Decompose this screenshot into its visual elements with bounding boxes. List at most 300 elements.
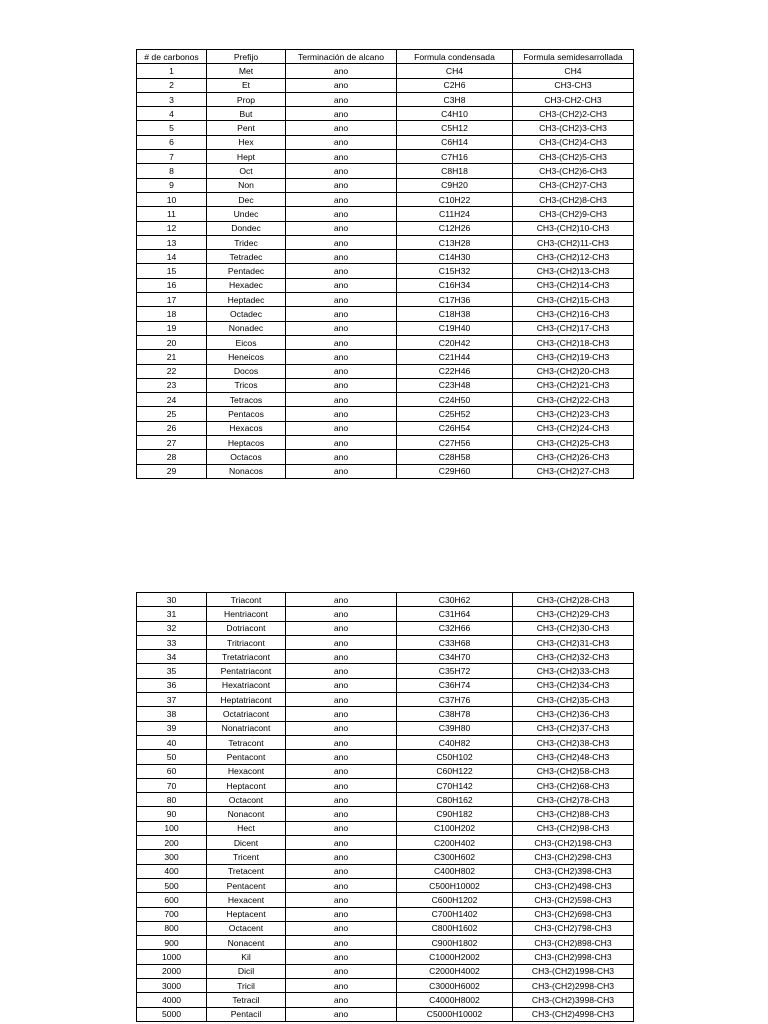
table-row bbox=[137, 907, 634, 921]
prefix-cell: Eicos bbox=[207, 335, 286, 349]
carbon-count-cell: 29 bbox=[137, 464, 207, 478]
condensed-formula-cell: C600H1202 bbox=[397, 893, 513, 907]
table-row bbox=[137, 407, 634, 421]
table-row bbox=[137, 750, 634, 764]
carbon-count-cell: 15 bbox=[137, 264, 207, 278]
semi-developed-formula-cell: CH3-CH3 bbox=[513, 78, 634, 92]
prefix-cell: Dicil bbox=[207, 964, 286, 978]
condensed-formula-cell: C14H30 bbox=[397, 250, 513, 264]
semi-developed-formula-cell: CH3-(CH2)7-CH3 bbox=[513, 178, 634, 192]
condensed-formula-cell: C80H162 bbox=[397, 793, 513, 807]
ending-cell: ano bbox=[286, 664, 397, 678]
table-row bbox=[137, 207, 634, 221]
semi-developed-formula-cell: CH3-(CH2)38-CH3 bbox=[513, 735, 634, 749]
carbon-count-cell: 25 bbox=[137, 407, 207, 421]
condensed-formula-cell: C16H34 bbox=[397, 278, 513, 292]
prefix-cell: Nonacont bbox=[207, 807, 286, 821]
semi-developed-formula-cell: CH3-(CH2)898-CH3 bbox=[513, 936, 634, 950]
semi-developed-formula-cell: CH3-(CH2)20-CH3 bbox=[513, 364, 634, 378]
carbon-count-cell: 4000 bbox=[137, 993, 207, 1007]
carbon-count-cell: 13 bbox=[137, 235, 207, 249]
carbon-count-cell: 7 bbox=[137, 150, 207, 164]
table-row bbox=[137, 135, 634, 149]
prefix-cell: Heptacos bbox=[207, 436, 286, 450]
condensed-formula-cell: C30H62 bbox=[397, 593, 513, 607]
ending-cell: ano bbox=[286, 335, 397, 349]
table-row bbox=[137, 607, 634, 621]
condensed-formula-cell: C60H122 bbox=[397, 764, 513, 778]
prefix-cell: Nonatriacont bbox=[207, 721, 286, 735]
ending-cell: ano bbox=[286, 850, 397, 864]
carbon-count-cell: 10 bbox=[137, 192, 207, 206]
semi-developed-formula-cell: CH3-(CH2)17-CH3 bbox=[513, 321, 634, 335]
carbon-count-cell: 21 bbox=[137, 350, 207, 364]
condensed-formula-cell: C2000H4002 bbox=[397, 964, 513, 978]
semi-developed-formula-cell: CH3-(CH2)998-CH3 bbox=[513, 950, 634, 964]
semi-developed-formula-cell: CH3-(CH2)298-CH3 bbox=[513, 850, 634, 864]
ending-cell: ano bbox=[286, 607, 397, 621]
carbon-count-cell: 80 bbox=[137, 793, 207, 807]
carbon-count-cell: 16 bbox=[137, 278, 207, 292]
ending-cell: ano bbox=[286, 979, 397, 993]
carbon-count-cell: 27 bbox=[137, 436, 207, 450]
table-row bbox=[137, 121, 634, 135]
carbon-count-cell: 900 bbox=[137, 936, 207, 950]
semi-developed-formula-cell: CH3-(CH2)28-CH3 bbox=[513, 593, 634, 607]
condensed-formula-cell: C70H142 bbox=[397, 778, 513, 792]
prefix-cell: Pent bbox=[207, 121, 286, 135]
prefix-cell: Tricil bbox=[207, 979, 286, 993]
carbon-count-cell: 30 bbox=[137, 593, 207, 607]
table-row bbox=[137, 221, 634, 235]
prefix-cell: Nonacent bbox=[207, 936, 286, 950]
condensed-formula-cell: C27H56 bbox=[397, 436, 513, 450]
semi-developed-formula-cell: CH3-(CH2)98-CH3 bbox=[513, 821, 634, 835]
table-row bbox=[137, 964, 634, 978]
table-row bbox=[137, 707, 634, 721]
table-row bbox=[137, 293, 634, 307]
semi-developed-formula-cell: CH3-(CH2)37-CH3 bbox=[513, 721, 634, 735]
prefix-cell: Tritriacont bbox=[207, 635, 286, 649]
prefix-cell: Tretatriacont bbox=[207, 650, 286, 664]
prefix-cell: Undec bbox=[207, 207, 286, 221]
semi-developed-formula-cell: CH3-(CH2)88-CH3 bbox=[513, 807, 634, 821]
semi-developed-formula-cell: CH3-(CH2)68-CH3 bbox=[513, 778, 634, 792]
condensed-formula-cell: C3000H6002 bbox=[397, 979, 513, 993]
prefix-cell: Tridec bbox=[207, 235, 286, 249]
semi-developed-formula-cell: CH3-(CH2)33-CH3 bbox=[513, 664, 634, 678]
prefix-cell: Octatriacont bbox=[207, 707, 286, 721]
semi-developed-formula-cell: CH3-(CH2)15-CH3 bbox=[513, 293, 634, 307]
carbon-count-cell: 39 bbox=[137, 721, 207, 735]
semi-developed-formula-cell: CH3-(CH2)23-CH3 bbox=[513, 407, 634, 421]
prefix-cell: Nonadec bbox=[207, 321, 286, 335]
prefix-cell: Octadec bbox=[207, 307, 286, 321]
carbon-count-cell: 1000 bbox=[137, 950, 207, 964]
ending-cell: ano bbox=[286, 678, 397, 692]
semi-developed-formula-cell: CH3-(CH2)2-CH3 bbox=[513, 107, 634, 121]
carbon-count-cell: 3000 bbox=[137, 979, 207, 993]
condensed-formula-cell: C7H16 bbox=[397, 150, 513, 164]
condensed-formula-cell: C6H14 bbox=[397, 135, 513, 149]
ending-cell: ano bbox=[286, 121, 397, 135]
carbon-count-cell: 800 bbox=[137, 921, 207, 935]
header-ending: Terminación de alcano bbox=[286, 50, 397, 64]
semi-developed-formula-cell: CH3-(CH2)30-CH3 bbox=[513, 621, 634, 635]
condensed-formula-cell: C34H70 bbox=[397, 650, 513, 664]
condensed-formula-cell: C500H10002 bbox=[397, 878, 513, 892]
table-row bbox=[137, 278, 634, 292]
table-row bbox=[137, 450, 634, 464]
ending-cell: ano bbox=[286, 150, 397, 164]
semi-developed-formula-cell: CH3-(CH2)25-CH3 bbox=[513, 436, 634, 450]
carbon-count-cell: 11 bbox=[137, 207, 207, 221]
prefix-cell: Hept bbox=[207, 150, 286, 164]
prefix-cell: Oct bbox=[207, 164, 286, 178]
semi-developed-formula-cell: CH3-CH2-CH3 bbox=[513, 92, 634, 106]
semi-developed-formula-cell: CH3-(CH2)3998-CH3 bbox=[513, 993, 634, 1007]
table-row bbox=[137, 621, 634, 635]
ending-cell: ano bbox=[286, 836, 397, 850]
ending-cell: ano bbox=[286, 921, 397, 935]
prefix-cell: Tetracont bbox=[207, 735, 286, 749]
semi-developed-formula-cell: CH3-(CH2)498-CH3 bbox=[513, 878, 634, 892]
table-row bbox=[137, 593, 634, 607]
ending-cell: ano bbox=[286, 64, 397, 78]
carbon-count-cell: 6 bbox=[137, 135, 207, 149]
semi-developed-formula-cell: CH3-(CH2)6-CH3 bbox=[513, 164, 634, 178]
table-row bbox=[137, 921, 634, 935]
carbon-count-cell: 3 bbox=[137, 92, 207, 106]
carbon-count-cell: 400 bbox=[137, 864, 207, 878]
table-row bbox=[137, 836, 634, 850]
table-row bbox=[137, 893, 634, 907]
table-row bbox=[137, 664, 634, 678]
prefix-cell: Docos bbox=[207, 364, 286, 378]
prefix-cell: Heptacent bbox=[207, 907, 286, 921]
header-prefix: Prefijo bbox=[207, 50, 286, 64]
ending-cell: ano bbox=[286, 378, 397, 392]
semi-developed-formula-cell: CH3-(CH2)598-CH3 bbox=[513, 893, 634, 907]
ending-cell: ano bbox=[286, 350, 397, 364]
condensed-formula-cell: C4H10 bbox=[397, 107, 513, 121]
ending-cell: ano bbox=[286, 264, 397, 278]
carbon-count-cell: 200 bbox=[137, 836, 207, 850]
table-row bbox=[137, 393, 634, 407]
ending-cell: ano bbox=[286, 321, 397, 335]
ending-cell: ano bbox=[286, 993, 397, 1007]
carbon-count-cell: 37 bbox=[137, 693, 207, 707]
condensed-formula-cell: C3H8 bbox=[397, 92, 513, 106]
table-row bbox=[137, 378, 634, 392]
semi-developed-formula-cell: CH3-(CH2)27-CH3 bbox=[513, 464, 634, 478]
condensed-formula-cell: C39H80 bbox=[397, 721, 513, 735]
condensed-formula-cell: C9H20 bbox=[397, 178, 513, 192]
condensed-formula-cell: C400H802 bbox=[397, 864, 513, 878]
table-row bbox=[137, 878, 634, 892]
condensed-formula-cell: C18H38 bbox=[397, 307, 513, 321]
ending-cell: ano bbox=[286, 107, 397, 121]
semi-developed-formula-cell: CH3-(CH2)26-CH3 bbox=[513, 450, 634, 464]
carbon-count-cell: 20 bbox=[137, 335, 207, 349]
prefix-cell: Hexacont bbox=[207, 764, 286, 778]
ending-cell: ano bbox=[286, 164, 397, 178]
carbon-count-cell: 5 bbox=[137, 121, 207, 135]
prefix-cell: Hect bbox=[207, 821, 286, 835]
ending-cell: ano bbox=[286, 464, 397, 478]
condensed-formula-cell: C20H42 bbox=[397, 335, 513, 349]
table-row bbox=[137, 764, 634, 778]
semi-developed-formula-cell: CH3-(CH2)58-CH3 bbox=[513, 764, 634, 778]
carbon-count-cell: 12 bbox=[137, 221, 207, 235]
ending-cell: ano bbox=[286, 864, 397, 878]
condensed-formula-cell: C21H44 bbox=[397, 350, 513, 364]
table-row bbox=[137, 650, 634, 664]
table-row bbox=[137, 678, 634, 692]
prefix-cell: Hexadec bbox=[207, 278, 286, 292]
prefix-cell: Dondec bbox=[207, 221, 286, 235]
condensed-formula-cell: C32H66 bbox=[397, 621, 513, 635]
table-row bbox=[137, 350, 634, 364]
ending-cell: ano bbox=[286, 907, 397, 921]
table-header bbox=[137, 50, 634, 64]
prefix-cell: Pentatriacont bbox=[207, 664, 286, 678]
prefix-cell: Pentacos bbox=[207, 407, 286, 421]
semi-developed-formula-cell: CH3-(CH2)798-CH3 bbox=[513, 921, 634, 935]
condensed-formula-cell: C22H46 bbox=[397, 364, 513, 378]
table-row bbox=[137, 635, 634, 649]
carbon-count-cell: 36 bbox=[137, 678, 207, 692]
carbon-count-cell: 26 bbox=[137, 421, 207, 435]
table-row bbox=[137, 107, 634, 121]
carbon-count-cell: 31 bbox=[137, 607, 207, 621]
table-row bbox=[137, 64, 634, 78]
condensed-formula-cell: C12H26 bbox=[397, 221, 513, 235]
condensed-formula-cell: C50H102 bbox=[397, 750, 513, 764]
carbon-count-cell: 34 bbox=[137, 650, 207, 664]
semi-developed-formula-cell: CH3-(CH2)14-CH3 bbox=[513, 278, 634, 292]
condensed-formula-cell: C8H18 bbox=[397, 164, 513, 178]
condensed-formula-cell: C13H28 bbox=[397, 235, 513, 249]
prefix-cell: Nonacos bbox=[207, 464, 286, 478]
carbon-count-cell: 500 bbox=[137, 878, 207, 892]
prefix-cell: Hexacos bbox=[207, 421, 286, 435]
condensed-formula-cell: C700H1402 bbox=[397, 907, 513, 921]
table-row bbox=[137, 793, 634, 807]
prefix-cell: Hexacent bbox=[207, 893, 286, 907]
ending-cell: ano bbox=[286, 192, 397, 206]
prefix-cell: Dec bbox=[207, 192, 286, 206]
table-row bbox=[137, 979, 634, 993]
ending-cell: ano bbox=[286, 307, 397, 321]
ending-cell: ano bbox=[286, 207, 397, 221]
table-row bbox=[137, 78, 634, 92]
semi-developed-formula-cell: CH3-(CH2)32-CH3 bbox=[513, 650, 634, 664]
ending-cell: ano bbox=[286, 250, 397, 264]
table-row bbox=[137, 778, 634, 792]
table-row bbox=[137, 92, 634, 106]
condensed-formula-cell: C100H202 bbox=[397, 821, 513, 835]
table-row bbox=[137, 721, 634, 735]
table-row bbox=[137, 421, 634, 435]
ending-cell: ano bbox=[286, 764, 397, 778]
semi-developed-formula-cell: CH3-(CH2)5-CH3 bbox=[513, 150, 634, 164]
carbon-count-cell: 5000 bbox=[137, 1007, 207, 1021]
prefix-cell: Heptatriacont bbox=[207, 693, 286, 707]
semi-developed-formula-cell: CH4 bbox=[513, 64, 634, 78]
ending-cell: ano bbox=[286, 778, 397, 792]
prefix-cell: Tricent bbox=[207, 850, 286, 864]
carbon-count-cell: 14 bbox=[137, 250, 207, 264]
semi-developed-formula-cell: CH3-(CH2)1998-CH3 bbox=[513, 964, 634, 978]
alkane-table-2 bbox=[136, 592, 634, 1022]
ending-cell: ano bbox=[286, 650, 397, 664]
condensed-formula-cell: C24H50 bbox=[397, 393, 513, 407]
prefix-cell: Octacont bbox=[207, 793, 286, 807]
semi-developed-formula-cell: CH3-(CH2)24-CH3 bbox=[513, 421, 634, 435]
table-row bbox=[137, 235, 634, 249]
condensed-formula-cell: C5H12 bbox=[397, 121, 513, 135]
semi-developed-formula-cell: CH3-(CH2)34-CH3 bbox=[513, 678, 634, 692]
semi-developed-formula-cell: CH3-(CH2)10-CH3 bbox=[513, 221, 634, 235]
table-row bbox=[137, 335, 634, 349]
semi-developed-formula-cell: CH3-(CH2)22-CH3 bbox=[513, 393, 634, 407]
prefix-cell: Kil bbox=[207, 950, 286, 964]
semi-developed-formula-cell: CH3-(CH2)21-CH3 bbox=[513, 378, 634, 392]
ending-cell: ano bbox=[286, 436, 397, 450]
prefix-cell: Pentadec bbox=[207, 264, 286, 278]
condensed-formula-cell: C2H6 bbox=[397, 78, 513, 92]
table-row bbox=[137, 693, 634, 707]
ending-cell: ano bbox=[286, 950, 397, 964]
table-row bbox=[137, 192, 634, 206]
condensed-formula-cell: C37H76 bbox=[397, 693, 513, 707]
condensed-formula-cell: C4000H8002 bbox=[397, 993, 513, 1007]
semi-developed-formula-cell: CH3-(CH2)398-CH3 bbox=[513, 864, 634, 878]
carbon-count-cell: 2000 bbox=[137, 964, 207, 978]
prefix-cell: Tricos bbox=[207, 378, 286, 392]
table-row bbox=[137, 864, 634, 878]
condensed-formula-cell: C90H182 bbox=[397, 807, 513, 821]
prefix-cell: Pentacont bbox=[207, 750, 286, 764]
ending-cell: ano bbox=[286, 807, 397, 821]
ending-cell: ano bbox=[286, 936, 397, 950]
condensed-formula-cell: C17H36 bbox=[397, 293, 513, 307]
prefix-cell: Dotriacont bbox=[207, 621, 286, 635]
table-row bbox=[137, 464, 634, 478]
ending-cell: ano bbox=[286, 235, 397, 249]
table-row bbox=[137, 164, 634, 178]
ending-cell: ano bbox=[286, 78, 397, 92]
ending-cell: ano bbox=[286, 407, 397, 421]
condensed-formula-cell: C200H402 bbox=[397, 836, 513, 850]
table-row bbox=[137, 1007, 634, 1021]
ending-cell: ano bbox=[286, 393, 397, 407]
semi-developed-formula-cell: CH3-(CH2)4-CH3 bbox=[513, 135, 634, 149]
prefix-cell: Tetracil bbox=[207, 993, 286, 1007]
semi-developed-formula-cell: CH3-(CH2)12-CH3 bbox=[513, 250, 634, 264]
prefix-cell: Triacont bbox=[207, 593, 286, 607]
carbon-count-cell: 90 bbox=[137, 807, 207, 821]
condensed-formula-cell: C1000H2002 bbox=[397, 950, 513, 964]
carbon-count-cell: 1 bbox=[137, 64, 207, 78]
carbon-count-cell: 23 bbox=[137, 378, 207, 392]
ending-cell: ano bbox=[286, 793, 397, 807]
condensed-formula-cell: C26H54 bbox=[397, 421, 513, 435]
header-semi-developed-formula: Formula semidesarrollada bbox=[513, 50, 634, 64]
semi-developed-formula-cell: CH3-(CH2)11-CH3 bbox=[513, 235, 634, 249]
header-row bbox=[137, 50, 634, 64]
condensed-formula-cell: C23H48 bbox=[397, 378, 513, 392]
semi-developed-formula-cell: CH3-(CH2)16-CH3 bbox=[513, 307, 634, 321]
condensed-formula-cell: C31H64 bbox=[397, 607, 513, 621]
ending-cell: ano bbox=[286, 450, 397, 464]
carbon-count-cell: 700 bbox=[137, 907, 207, 921]
semi-developed-formula-cell: CH3-(CH2)698-CH3 bbox=[513, 907, 634, 921]
table-row bbox=[137, 993, 634, 1007]
condensed-formula-cell: C10H22 bbox=[397, 192, 513, 206]
semi-developed-formula-cell: CH3-(CH2)48-CH3 bbox=[513, 750, 634, 764]
prefix-cell: Hex bbox=[207, 135, 286, 149]
prefix-cell: Pentacil bbox=[207, 1007, 286, 1021]
carbon-count-cell: 70 bbox=[137, 778, 207, 792]
semi-developed-formula-cell: CH3-(CH2)29-CH3 bbox=[513, 607, 634, 621]
condensed-formula-cell: C11H24 bbox=[397, 207, 513, 221]
ending-cell: ano bbox=[286, 821, 397, 835]
semi-developed-formula-cell: CH3-(CH2)9-CH3 bbox=[513, 207, 634, 221]
prefix-cell: Hexatriacont bbox=[207, 678, 286, 692]
table-row bbox=[137, 321, 634, 335]
semi-developed-formula-cell: CH3-(CH2)36-CH3 bbox=[513, 707, 634, 721]
table-row bbox=[137, 250, 634, 264]
ending-cell: ano bbox=[286, 364, 397, 378]
ending-cell: ano bbox=[286, 135, 397, 149]
condensed-formula-cell: C35H72 bbox=[397, 664, 513, 678]
carbon-count-cell: 19 bbox=[137, 321, 207, 335]
carbon-count-cell: 2 bbox=[137, 78, 207, 92]
semi-developed-formula-cell: CH3-(CH2)13-CH3 bbox=[513, 264, 634, 278]
condensed-formula-cell: C5000H10002 bbox=[397, 1007, 513, 1021]
ending-cell: ano bbox=[286, 1007, 397, 1021]
ending-cell: ano bbox=[286, 893, 397, 907]
carbon-count-cell: 50 bbox=[137, 750, 207, 764]
table-row bbox=[137, 264, 634, 278]
condensed-formula-cell: C28H58 bbox=[397, 450, 513, 464]
prefix-cell: Tetracos bbox=[207, 393, 286, 407]
carbon-count-cell: 35 bbox=[137, 664, 207, 678]
carbon-count-cell: 33 bbox=[137, 635, 207, 649]
prefix-cell: But bbox=[207, 107, 286, 121]
condensed-formula-cell: C25H52 bbox=[397, 407, 513, 421]
carbon-count-cell: 32 bbox=[137, 621, 207, 635]
condensed-formula-cell: C40H82 bbox=[397, 735, 513, 749]
table-row bbox=[137, 364, 634, 378]
table-row bbox=[137, 178, 634, 192]
prefix-cell: Tetradec bbox=[207, 250, 286, 264]
table-row bbox=[137, 807, 634, 821]
prefix-cell: Pentacent bbox=[207, 878, 286, 892]
semi-developed-formula-cell: CH3-(CH2)31-CH3 bbox=[513, 635, 634, 649]
semi-developed-formula-cell: CH3-(CH2)18-CH3 bbox=[513, 335, 634, 349]
table-row bbox=[137, 850, 634, 864]
ending-cell: ano bbox=[286, 621, 397, 635]
semi-developed-formula-cell: CH3-(CH2)19-CH3 bbox=[513, 350, 634, 364]
carbon-count-cell: 4 bbox=[137, 107, 207, 121]
ending-cell: ano bbox=[286, 707, 397, 721]
semi-developed-formula-cell: CH3-(CH2)198-CH3 bbox=[513, 836, 634, 850]
ending-cell: ano bbox=[286, 735, 397, 749]
carbon-count-cell: 600 bbox=[137, 893, 207, 907]
